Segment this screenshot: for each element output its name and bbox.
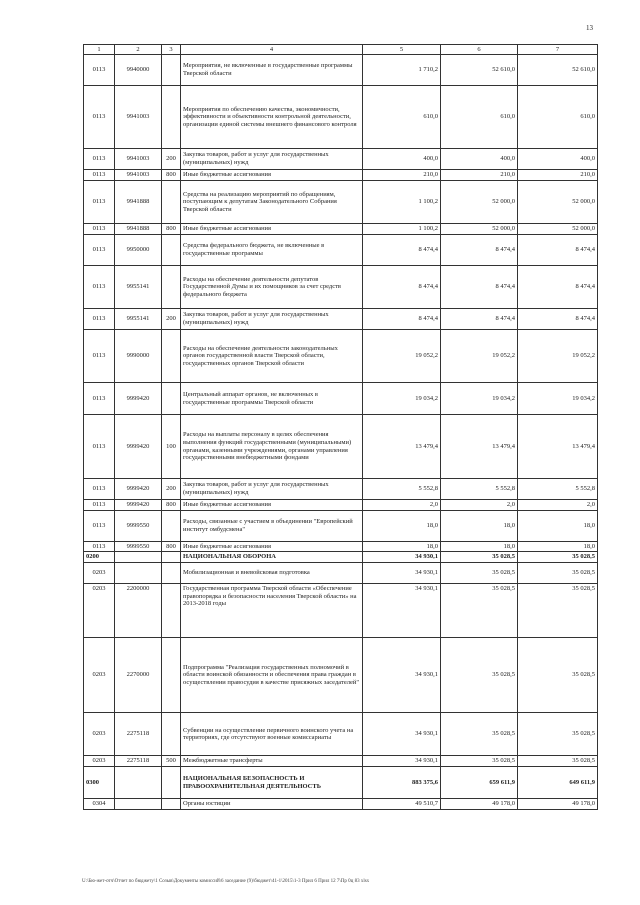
section-code: 0200 bbox=[84, 552, 115, 563]
item-name: Мероприятия, не включенные в государственные программы Тверской области bbox=[181, 55, 363, 86]
amount-col7: 49 178,0 bbox=[518, 799, 598, 810]
section-code: 0203 bbox=[84, 584, 115, 638]
table-row bbox=[84, 55, 598, 86]
item-name: Мобилизационная и вневойсковая подготовка bbox=[181, 563, 363, 584]
amount-col6: 8 474,4 bbox=[441, 235, 518, 266]
target-code: 9955141 bbox=[115, 309, 162, 330]
target-code: 9941003 bbox=[115, 170, 162, 181]
section-code: 0113 bbox=[84, 235, 115, 266]
item-name: НАЦИОНАЛЬНАЯ ОБОРОНА bbox=[181, 552, 363, 563]
amount-col7: 52 000,0 bbox=[518, 181, 598, 224]
item-name: Расходы на выплаты персоналу в целях обеспечения выполнения функций государственными (муниципальными) органами, казенными учреждениями, органами управления государственными внебюджетными фондами bbox=[181, 415, 363, 479]
amount-col7: 35 028,5 bbox=[518, 638, 598, 713]
expense-type bbox=[162, 799, 181, 810]
expense-type: 800 bbox=[162, 170, 181, 181]
target-code bbox=[115, 563, 162, 584]
expense-type bbox=[162, 86, 181, 149]
header-cell-6: 6 bbox=[441, 45, 518, 55]
budget-table bbox=[83, 44, 598, 810]
table-row bbox=[84, 500, 598, 511]
section-code: 0113 bbox=[84, 479, 115, 500]
amount-col5: 34 930,1 bbox=[363, 563, 441, 584]
amount-col7: 5 552,8 bbox=[518, 479, 598, 500]
table-row bbox=[84, 510, 598, 541]
header-row bbox=[84, 45, 598, 55]
target-code: 9950000 bbox=[115, 235, 162, 266]
target-code: 2275118 bbox=[115, 756, 162, 767]
table-row bbox=[84, 86, 598, 149]
section-code: 0113 bbox=[84, 541, 115, 552]
header-cell-2: 2 bbox=[115, 45, 162, 55]
section-code: 0113 bbox=[84, 149, 115, 170]
target-code: 9940000 bbox=[115, 55, 162, 86]
table-row bbox=[84, 235, 598, 266]
table-row bbox=[84, 767, 598, 799]
amount-col7: 18,0 bbox=[518, 541, 598, 552]
expense-type bbox=[162, 552, 181, 563]
amount-col5: 210,0 bbox=[363, 170, 441, 181]
amount-col5: 34 930,1 bbox=[363, 638, 441, 713]
amount-col6: 19 034,2 bbox=[441, 383, 518, 415]
table-row bbox=[84, 563, 598, 584]
amount-col6: 610,0 bbox=[441, 86, 518, 149]
expense-type bbox=[162, 584, 181, 638]
amount-col6: 52 610,0 bbox=[441, 55, 518, 86]
item-name: Закупка товаров, работ и услуг для государственных (муниципальных) нужд bbox=[181, 149, 363, 170]
section-code: 0113 bbox=[84, 415, 115, 479]
item-name: Иные бюджетные ассигнования bbox=[181, 541, 363, 552]
expense-type: 800 bbox=[162, 224, 181, 235]
table-row bbox=[84, 170, 598, 181]
amount-col5: 2,0 bbox=[363, 500, 441, 511]
amount-col6: 52 000,0 bbox=[441, 181, 518, 224]
expense-type bbox=[162, 383, 181, 415]
amount-col6: 8 474,4 bbox=[441, 266, 518, 309]
target-code: 9941003 bbox=[115, 86, 162, 149]
amount-col5: 18,0 bbox=[363, 541, 441, 552]
table-row bbox=[84, 309, 598, 330]
amount-col6: 8 474,4 bbox=[441, 309, 518, 330]
item-name: Иные бюджетные ассигнования bbox=[181, 170, 363, 181]
header-cell-7: 7 bbox=[518, 45, 598, 55]
amount-col5: 400,0 bbox=[363, 149, 441, 170]
table-row bbox=[84, 266, 598, 309]
amount-col6: 35 028,5 bbox=[441, 584, 518, 638]
table-row bbox=[84, 584, 598, 638]
amount-col7: 400,0 bbox=[518, 149, 598, 170]
amount-col6: 35 028,5 bbox=[441, 563, 518, 584]
section-code: 0113 bbox=[84, 181, 115, 224]
amount-col6: 13 479,4 bbox=[441, 415, 518, 479]
amount-col5: 13 479,4 bbox=[363, 415, 441, 479]
item-name: Расходы, связанные с участием в объединении "Европейский институт омбудсмена" bbox=[181, 510, 363, 541]
amount-col5: 8 474,4 bbox=[363, 266, 441, 309]
table-row bbox=[84, 756, 598, 767]
amount-col5: 49 510,7 bbox=[363, 799, 441, 810]
amount-col5: 1 710,2 bbox=[363, 55, 441, 86]
item-name: Иные бюджетные ассигнования bbox=[181, 500, 363, 511]
table-row bbox=[84, 149, 598, 170]
amount-col7: 2,0 bbox=[518, 500, 598, 511]
section-code: 0113 bbox=[84, 330, 115, 383]
section-code: 0113 bbox=[84, 500, 115, 511]
amount-col7: 35 028,5 bbox=[518, 563, 598, 584]
expense-type bbox=[162, 55, 181, 86]
amount-col7: 35 028,5 bbox=[518, 584, 598, 638]
target-code: 9999550 bbox=[115, 541, 162, 552]
target-code: 9941888 bbox=[115, 181, 162, 224]
item-name: Расходы на обеспечение деятельности депутатов Государственной Думы и их помощников за счет средств федерального бюджета bbox=[181, 266, 363, 309]
amount-col7: 19 052,2 bbox=[518, 330, 598, 383]
table-row bbox=[84, 224, 598, 235]
expense-type bbox=[162, 266, 181, 309]
table-body bbox=[84, 45, 598, 810]
target-code: 9999420 bbox=[115, 415, 162, 479]
amount-col6: 35 028,5 bbox=[441, 756, 518, 767]
amount-col6: 659 611,9 bbox=[441, 767, 518, 799]
expense-type bbox=[162, 638, 181, 713]
table-row bbox=[84, 181, 598, 224]
item-name: Государственная программа Тверской области «Обеспечение правопорядка и безопасности населения Тверской области» на 2013-2018 годы bbox=[181, 584, 363, 638]
target-code bbox=[115, 799, 162, 810]
amount-col5: 18,0 bbox=[363, 510, 441, 541]
item-name: Межбюджетные трансферты bbox=[181, 756, 363, 767]
amount-col6: 400,0 bbox=[441, 149, 518, 170]
amount-col7: 610,0 bbox=[518, 86, 598, 149]
expense-type bbox=[162, 235, 181, 266]
amount-col6: 35 028,5 bbox=[441, 713, 518, 756]
header-cell-4: 4 bbox=[181, 45, 363, 55]
header-cell-3: 3 bbox=[162, 45, 181, 55]
expense-type: 800 bbox=[162, 541, 181, 552]
amount-col7: 8 474,4 bbox=[518, 235, 598, 266]
section-code: 0113 bbox=[84, 309, 115, 330]
amount-col7: 8 474,4 bbox=[518, 266, 598, 309]
table-row bbox=[84, 638, 598, 713]
amount-col7: 210,0 bbox=[518, 170, 598, 181]
expense-type: 200 bbox=[162, 479, 181, 500]
expense-type bbox=[162, 181, 181, 224]
expense-type bbox=[162, 563, 181, 584]
section-code: 0304 bbox=[84, 799, 115, 810]
amount-col5: 19 052,2 bbox=[363, 330, 441, 383]
amount-col5: 34 930,1 bbox=[363, 552, 441, 563]
item-name: Расходы на обеспечение деятельности законодательных органов государственной власти Тверской области, государственных органов Тверской области bbox=[181, 330, 363, 383]
table-row bbox=[84, 415, 598, 479]
amount-col5: 8 474,4 bbox=[363, 309, 441, 330]
amount-col6: 19 052,2 bbox=[441, 330, 518, 383]
section-code: 0113 bbox=[84, 383, 115, 415]
target-code: 9941888 bbox=[115, 224, 162, 235]
item-name: Субвенции на осуществление первичного воинского учета на территориях, где отсутствуют военные комиссариаты bbox=[181, 713, 363, 756]
amount-col7: 52 000,0 bbox=[518, 224, 598, 235]
item-name: Мероприятия по обеспечению качества, экономичности, эффективности и объективности контрольной деятельности, организации единой системы внешнего финансового контроля bbox=[181, 86, 363, 149]
section-code: 0300 bbox=[84, 767, 115, 799]
amount-col6: 210,0 bbox=[441, 170, 518, 181]
section-code: 0203 bbox=[84, 638, 115, 713]
target-code: 9999550 bbox=[115, 510, 162, 541]
target-code: 9999420 bbox=[115, 500, 162, 511]
amount-col7: 19 034,2 bbox=[518, 383, 598, 415]
expense-type bbox=[162, 510, 181, 541]
item-name: Центральный аппарат органов, не включенных в государственные программы Тверской области bbox=[181, 383, 363, 415]
section-code: 0203 bbox=[84, 563, 115, 584]
amount-col7: 18,0 bbox=[518, 510, 598, 541]
amount-col6: 49 178,0 bbox=[441, 799, 518, 810]
amount-col5: 34 930,1 bbox=[363, 584, 441, 638]
amount-col5: 34 930,1 bbox=[363, 713, 441, 756]
amount-col7: 35 028,5 bbox=[518, 756, 598, 767]
amount-col5: 610,0 bbox=[363, 86, 441, 149]
amount-col7: 13 479,4 bbox=[518, 415, 598, 479]
section-code: 0113 bbox=[84, 224, 115, 235]
target-code: 9990000 bbox=[115, 330, 162, 383]
amount-col7: 35 028,5 bbox=[518, 552, 598, 563]
target-code: 9999420 bbox=[115, 479, 162, 500]
header-cell-5: 5 bbox=[363, 45, 441, 55]
item-name: Закупка товаров, работ и услуг для государственных (муниципальных) нужд bbox=[181, 309, 363, 330]
expense-type bbox=[162, 713, 181, 756]
target-code: 2275118 bbox=[115, 713, 162, 756]
amount-col5: 5 552,8 bbox=[363, 479, 441, 500]
item-name: НАЦИОНАЛЬНАЯ БЕЗОПАСНОСТЬ И ПРАВООХРАНИТЕЛЬНАЯ ДЕЯТЕЛЬНОСТЬ bbox=[181, 767, 363, 799]
amount-col5: 19 034,2 bbox=[363, 383, 441, 415]
table-row bbox=[84, 383, 598, 415]
expense-type: 800 bbox=[162, 500, 181, 511]
amount-col6: 18,0 bbox=[441, 541, 518, 552]
amount-col7: 52 610,0 bbox=[518, 55, 598, 86]
header-cell-1: 1 bbox=[84, 45, 115, 55]
amount-col5: 8 474,4 bbox=[363, 235, 441, 266]
item-name: Органы юстиции bbox=[181, 799, 363, 810]
target-code: 9955141 bbox=[115, 266, 162, 309]
table-row bbox=[84, 799, 598, 810]
item-name: Иные бюджетные ассигнования bbox=[181, 224, 363, 235]
section-code: 0203 bbox=[84, 713, 115, 756]
amount-col7: 649 611,9 bbox=[518, 767, 598, 799]
amount-col7: 8 474,4 bbox=[518, 309, 598, 330]
target-code: 2200000 bbox=[115, 584, 162, 638]
target-code: 9941003 bbox=[115, 149, 162, 170]
table-row bbox=[84, 552, 598, 563]
section-code: 0113 bbox=[84, 86, 115, 149]
expense-type: 200 bbox=[162, 149, 181, 170]
section-code: 0113 bbox=[84, 55, 115, 86]
amount-col5: 34 930,1 bbox=[363, 756, 441, 767]
expense-type: 500 bbox=[162, 756, 181, 767]
target-code: 9999420 bbox=[115, 383, 162, 415]
amount-col6: 35 028,5 bbox=[441, 552, 518, 563]
expense-type bbox=[162, 767, 181, 799]
table-row bbox=[84, 713, 598, 756]
target-code bbox=[115, 767, 162, 799]
target-code: 2270000 bbox=[115, 638, 162, 713]
expense-type bbox=[162, 330, 181, 383]
amount-col6: 18,0 bbox=[441, 510, 518, 541]
footer-file-path: U:\Бю-жет-отч\Отчет по бюджету\1 Созыв\Документы комиссий\6 заседание (9)\бюджет\41-1\2015\1-3 Прил 6 Прил 12 7\Пр 0ц 83 xlsx bbox=[82, 879, 370, 884]
section-code: 0113 bbox=[84, 510, 115, 541]
item-name: Закупка товаров, работ и услуг для государственных (муниципальных) нужд bbox=[181, 479, 363, 500]
expense-type: 100 bbox=[162, 415, 181, 479]
section-code: 0203 bbox=[84, 756, 115, 767]
amount-col5: 1 100,2 bbox=[363, 224, 441, 235]
item-name: Подпрограмма "Реализация государственных полномочий в области воинской обязанности и обеспечения права граждан в осуществлении правосудия в качестве присяжных заседателей" bbox=[181, 638, 363, 713]
table-row bbox=[84, 541, 598, 552]
amount-col6: 35 028,5 bbox=[441, 638, 518, 713]
target-code bbox=[115, 552, 162, 563]
amount-col7: 35 028,5 bbox=[518, 713, 598, 756]
table-row bbox=[84, 479, 598, 500]
section-code: 0113 bbox=[84, 170, 115, 181]
item-name: Средства на реализацию мероприятий по обращениям, поступающим к депутатам Законодательного Собрания Тверской области bbox=[181, 181, 363, 224]
item-name: Средства федерального бюджета, не включенные в государственные программы bbox=[181, 235, 363, 266]
amount-col5: 1 100,2 bbox=[363, 181, 441, 224]
amount-col5: 883 375,6 bbox=[363, 767, 441, 799]
section-code: 0113 bbox=[84, 266, 115, 309]
table-row bbox=[84, 330, 598, 383]
page-number: 13 bbox=[586, 24, 593, 32]
amount-col6: 2,0 bbox=[441, 500, 518, 511]
expense-type: 200 bbox=[162, 309, 181, 330]
amount-col6: 5 552,8 bbox=[441, 479, 518, 500]
amount-col6: 52 000,0 bbox=[441, 224, 518, 235]
